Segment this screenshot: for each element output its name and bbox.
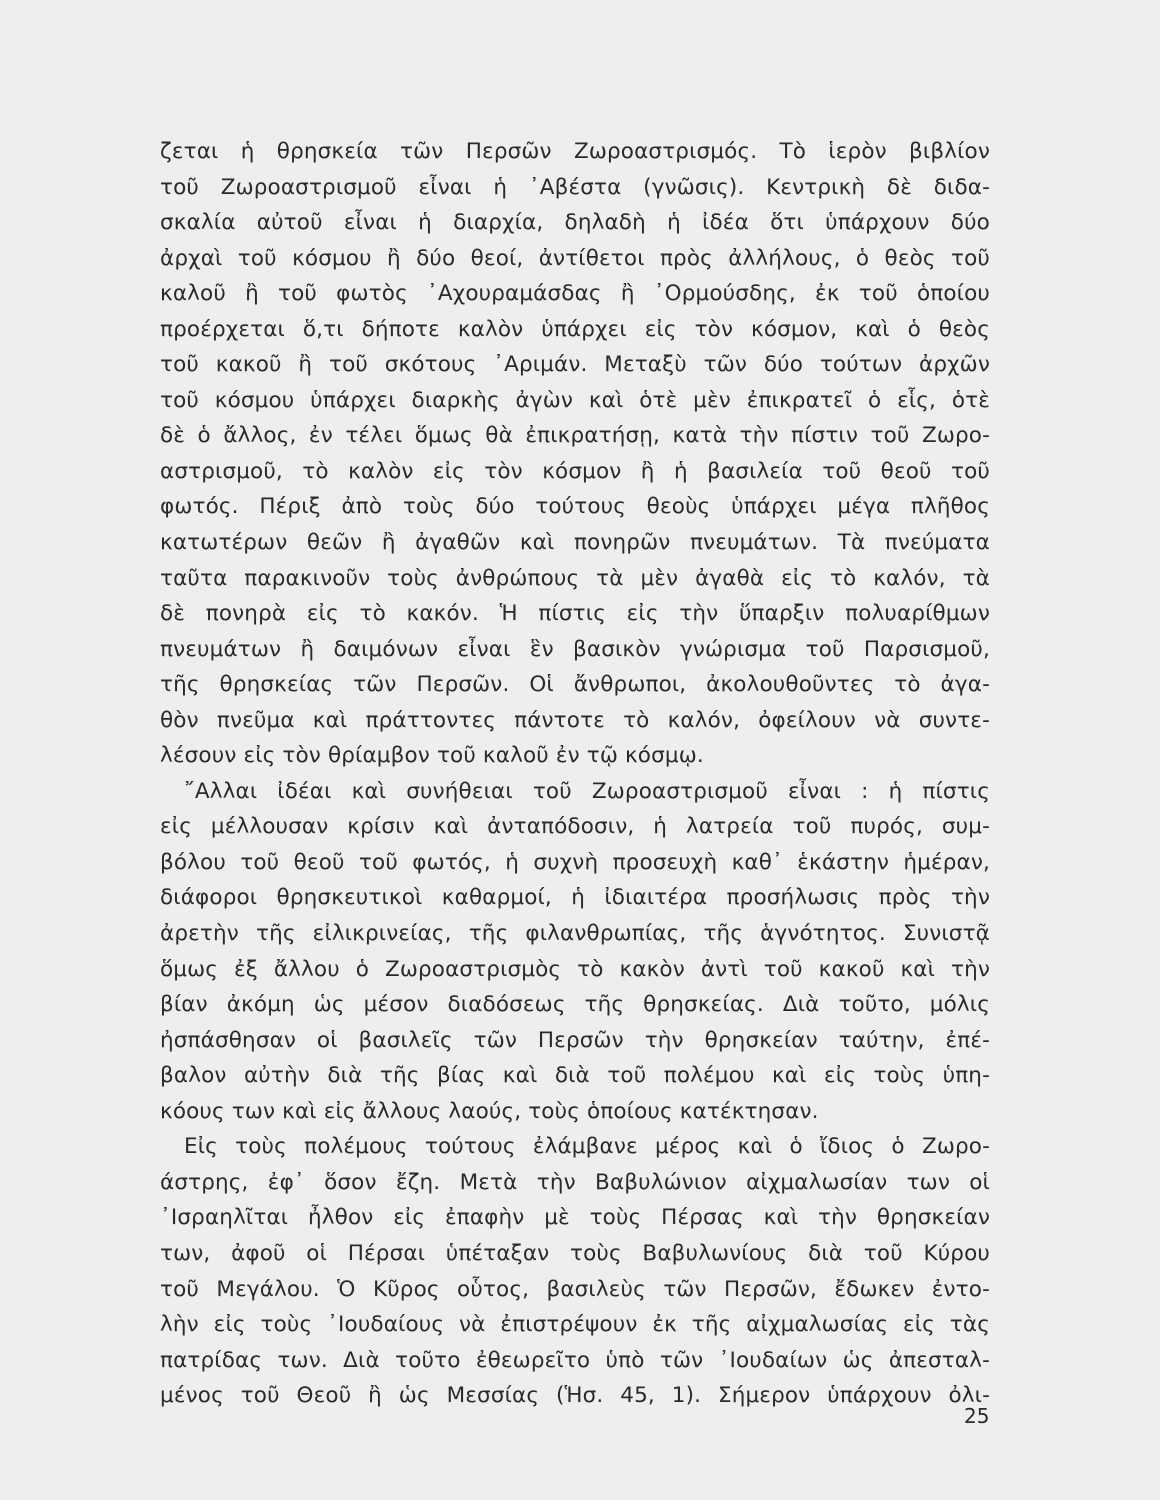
- text-line: τῆς θρησκείας τῶν Περσῶν. Οἱ ἄνθρωποι, ἀκολουθοῦντες τὸ ἀγα-: [160, 672, 990, 698]
- text-line: άστρης, ἐφ᾿ ὅσον ἔζη. Μετὰ τὴν Βαβυλώνιον αἰχμαλωσίαν των οἱ: [160, 1169, 990, 1195]
- text-line: δὲ ὁ ἄλλος, ἐν τέλει ὅμως θὰ ἐπικρατήσῃ, κατὰ τὴν πίστιν τοῦ Ζωρο-: [160, 423, 990, 449]
- text-line: ᾿Ισραηλῖται ἦλθον εἰς ἐπαφὴν μὲ τοὺς Πέρσας καὶ τὴν θρησκείαν: [160, 1205, 990, 1231]
- text-line: λέσουν εἰς τὸν θρίαμβον τοῦ καλοῦ ἐν τῷ κόσμῳ.: [160, 743, 704, 769]
- text-line: ἀρετὴν τῆς εἰλικρινείας, τῆς φιλανθρωπίας, τῆς ἁγνότητος. Συνιστᾷ: [160, 921, 990, 947]
- text-line: ταῦτα παρακινοῦν τοὺς ἀνθρώπους τὰ μὲν ἀγαθὰ εἰς τὸ καλόν, τὰ: [160, 565, 990, 591]
- body-text: [160, 134, 990, 1414]
- text-line: καλοῦ ἢ τοῦ φωτὸς ᾿Αχουραμάσδας ἢ ᾿Ορμούσδης, ἐκ τοῦ ὁποίου: [160, 281, 990, 307]
- text-line: ὅμως ἐξ ἄλλου ὁ Ζωροαστρισμὸς τὸ κακὸν ἀντὶ τοῦ κακοῦ καὶ τὴν: [160, 956, 990, 982]
- text-line: βαλον αὐτὴν διὰ τῆς βίας καὶ διὰ τοῦ πολέμου καὶ εἰς τοὺς ὑπη-: [160, 1063, 990, 1089]
- text-line: βόλου τοῦ θεοῦ τοῦ φωτός, ἡ συχνὴ προσευχὴ καθ᾿ ἑκάστην ἡμέραν,: [160, 849, 990, 875]
- text-line: κόους των καὶ εἰς ἄλλους λαούς, τοὺς ὁποίους κατέκτησαν.: [160, 1098, 819, 1124]
- text-line: θὸν πνεῦμα καὶ πράττοντες πάντοτε τὸ καλόν, ὀφείλουν νὰ συντε-: [160, 707, 990, 733]
- text-line: ἠσπάσθησαν οἱ βασιλεῖς τῶν Περσῶν τὴν θρησκείαν ταύτην, ἐπέ-: [160, 1027, 990, 1053]
- text-line: ἀρχαὶ τοῦ κόσμου ἢ δύο θεοί, ἀντίθετοι πρὸς ἀλλήλους, ὁ θεὸς τοῦ: [160, 245, 990, 271]
- paragraph-start-line: ῎Αλλαι ἰδέαι καὶ συνήθειαι τοῦ Ζωροαστρισμοῦ εἶναι : ἡ πίστις: [184, 778, 990, 804]
- text-line: τοῦ κακοῦ ἢ τοῦ σκότους ᾿Αριμάν. Μεταξὺ τῶν δύο τούτων ἀρχῶν: [160, 352, 990, 378]
- text-line: λὴν εἰς τοὺς ᾿Ιουδαίους νὰ ἐπιστρέψουν ἐκ τῆς αἰχμαλωσίας εἰς τὰς: [160, 1312, 990, 1338]
- text-line: διάφοροι θρησκευτικοὶ καθαρμοί, ἡ ἰδιαιτέρα προσήλωσις πρὸς τὴν: [160, 885, 990, 911]
- text-line: πνευμάτων ἢ δαιμόνων εἶναι ἓν βασικὸν γνώρισμα τοῦ Παρσισμοῦ,: [160, 636, 990, 662]
- text-line: των, ἀφοῦ οἱ Πέρσαι ὑπέταξαν τοὺς Βαβυλωνίους διὰ τοῦ Κύρου: [160, 1240, 990, 1266]
- paragraph-start-line: Εἰς τοὺς πολέμους τούτους ἐλάμβανε μέρος καὶ ὁ ἴδιος ὁ Ζωρο-: [184, 1134, 990, 1160]
- text-line: φωτός. Πέριξ ἀπὸ τοὺς δύο τούτους θεοὺς ὑπάρχει μέγα πλῆθος: [160, 494, 990, 520]
- text-line: δὲ πονηρὰ εἰς τὸ κακόν. Ἡ πίστις εἰς τὴν ὕπαρξιν πολυαρίθμων: [160, 601, 990, 627]
- text-line: αστρισμοῦ, τὸ καλὸν εἰς τὸν κόσμον ἢ ἡ βασιλεία τοῦ θεοῦ τοῦ: [160, 458, 990, 484]
- text-line: πατρίδας των. Διὰ τοῦτο ἐθεωρεῖτο ὑπὸ τῶν ᾿Ιουδαίων ὡς ἀπεσταλ-: [160, 1347, 990, 1373]
- text-line: τοῦ Ζωροαστρισμοῦ εἶναι ἡ ᾿Αβέστα (γνῶσις). Κεντρικὴ δὲ διδα-: [160, 174, 990, 200]
- text-line: σκαλία αὐτοῦ εἶναι ἡ διαρχία, δηλαδὴ ἡ ἰδέα ὅτι ὑπάρχουν δύο: [160, 210, 990, 236]
- text-line: ζεται ἡ θρησκεία τῶν Περσῶν Ζωροαστρισμός. Τὸ ἱερὸν βιβλίον: [160, 139, 990, 164]
- text-line: τοῦ Μεγάλου. Ὁ Κῦρος οὗτος, βασιλεὺς τῶν Περσῶν, ἔδωκεν ἐντο-: [160, 1276, 990, 1302]
- text-line: τοῦ κόσμου ὑπάρχει διαρκὴς ἀγὼν καὶ ὁτὲ μὲν ἐπικρατεῖ ὁ εἷς, ὁτὲ: [160, 387, 990, 413]
- text-line: βίαν ἀκόμη ὡς μέσον διαδόσεως τῆς θρησκείας. Διὰ τοῦτο, μόλις: [160, 992, 990, 1018]
- text-line: εἰς μέλλουσαν κρίσιν καὶ ἀνταπόδοσιν, ἡ λατρεία τοῦ πυρός, συμ-: [160, 814, 990, 840]
- text-line: προέρχεται ὅ,τι δήποτε καλὸν ὑπάρχει εἰς τὸν κόσμον, καὶ ὁ θεὸς: [160, 316, 990, 342]
- text-line: κατωτέρων θεῶν ἢ ἀγαθῶν καὶ πονηρῶν πνευμάτων. Τὰ πνεύματα: [160, 530, 990, 556]
- page-number: 25: [964, 1404, 990, 1428]
- text-line: μένος τοῦ Θεοῦ ἢ ὡς Μεσσίας (Ἡσ. 45, 1). Σήμερον ὑπάρχουν ὀλι-: [160, 1383, 990, 1409]
